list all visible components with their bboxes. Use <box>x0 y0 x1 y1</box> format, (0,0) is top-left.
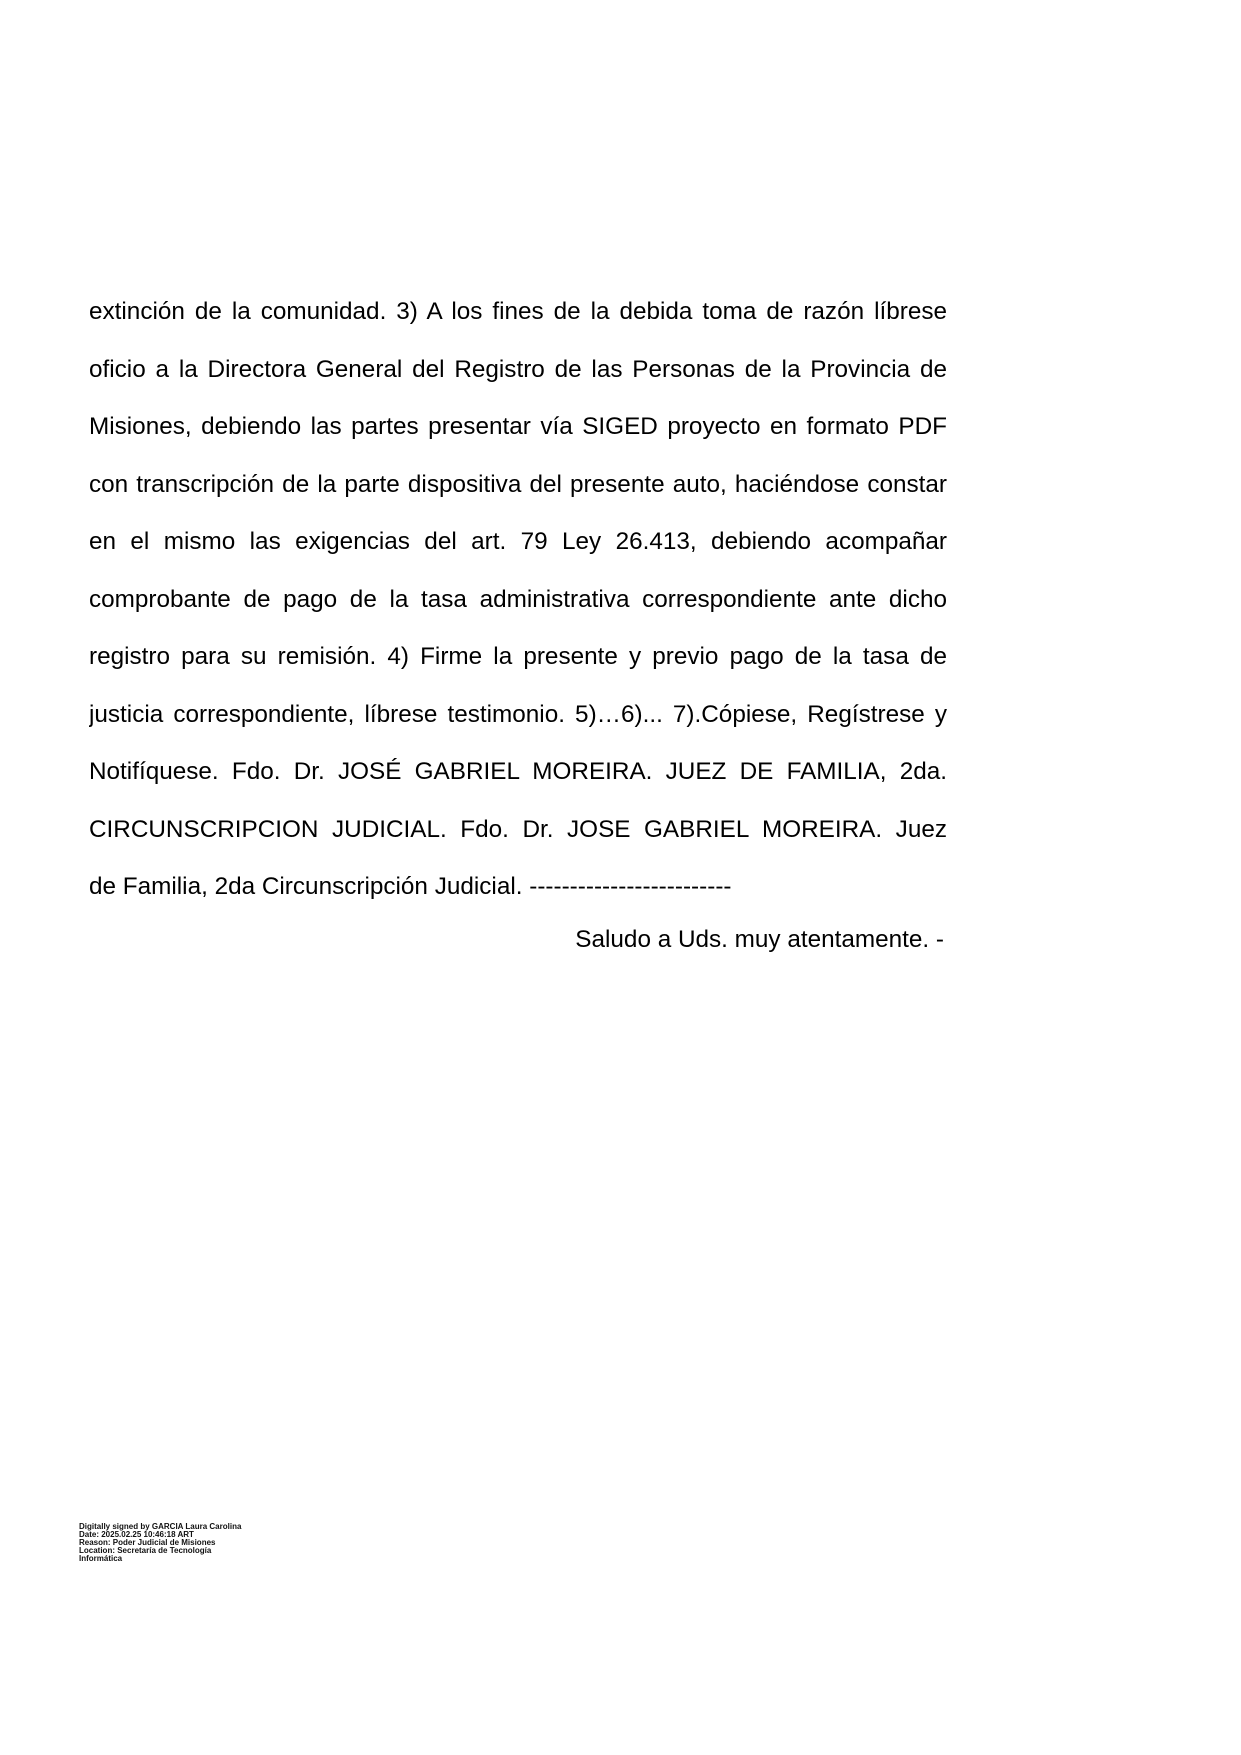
document-body <box>89 283 947 916</box>
body-line-7: registro para su remisión. 4) Firme la presente y previo pago de la tasa de <box>89 643 947 670</box>
signature-location: Location: Secretaría de Tecnología <box>79 1546 212 1555</box>
body-line-3: Misiones, debiendo las partes presentar vía SIGED proyecto en formato PDF <box>89 413 947 440</box>
body-line-4: con transcripción de la parte dispositiva del presente auto, haciéndose constar <box>89 470 947 498</box>
body-line-5: en el mismo las exigencias del art. 79 Ley 26.413, debiendo acompañar <box>89 528 947 555</box>
signature-reason: Reason: Poder Judicial de Misiones <box>79 1538 216 1547</box>
digital-signature-block <box>79 1523 279 1563</box>
body-line-1: extinción de la comunidad. 3) A los fines de la debida toma de razón líbrese <box>89 298 947 325</box>
signature-location-cont: Informática <box>79 1554 123 1563</box>
body-line-11: de Familia, 2da Circunscripción Judicial. ------------------------- <box>89 873 732 900</box>
closing-salutation: Saludo a Uds. muy atentamente. - <box>575 926 944 953</box>
body-line-6: comprobante de pago de la tasa administrativa correspondiente ante dicho <box>89 585 947 613</box>
signature-signer: Digitally signed by GARCIA Laura Carolina <box>79 1522 242 1531</box>
signature-date: Date: 2025.02.25 10:46:18 ART <box>79 1530 194 1539</box>
body-line-2: oficio a la Directora General del Registro de las Personas de la Provincia de <box>89 355 947 383</box>
body-line-8: justicia correspondiente, líbrese testimonio. 5)…6)... 7).Cópiese, Regístrese y <box>89 700 947 728</box>
body-line-9: Notifíquese. Fdo. Dr. JOSÉ GABRIEL MOREIRA. JUEZ DE FAMILIA, 2da. <box>89 758 947 785</box>
body-line-10: CIRCUNSCRIPCION JUDICIAL. Fdo. Dr. JOSE GABRIEL MOREIRA. Juez <box>89 815 947 843</box>
